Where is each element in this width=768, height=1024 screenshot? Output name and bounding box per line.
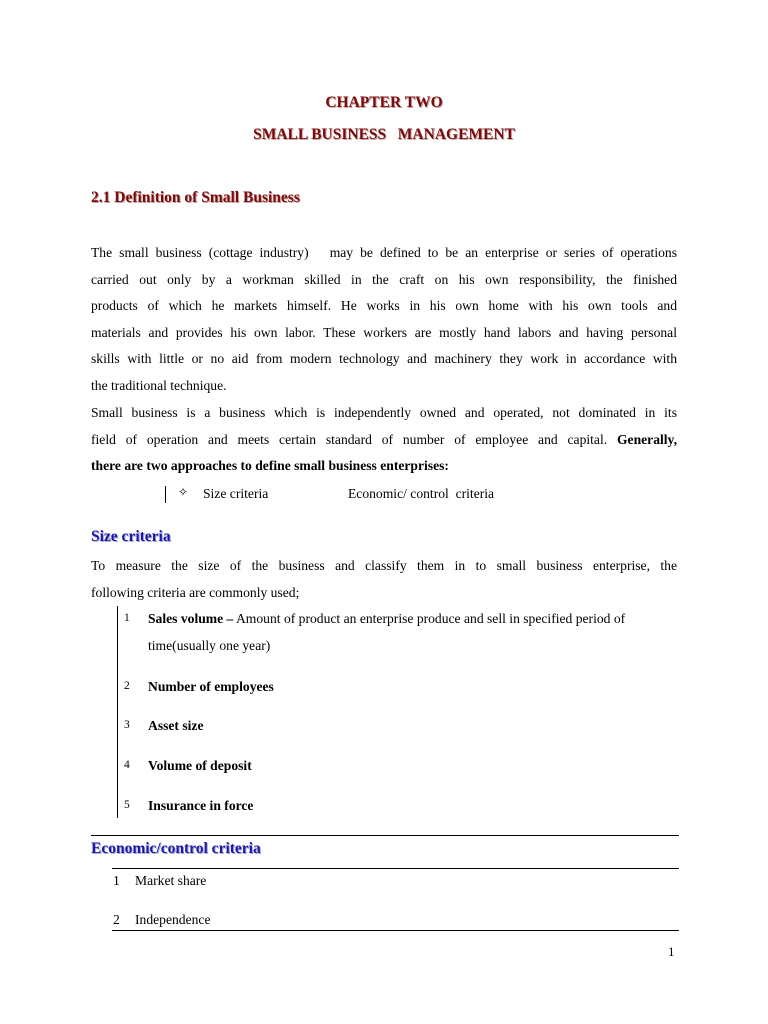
list-item-number: 2	[124, 680, 130, 692]
size-criteria-heading: Size criteria	[91, 528, 171, 545]
list-item-number: 2	[113, 912, 120, 927]
table-rule	[112, 930, 679, 931]
list-item-term: Insurance in force	[148, 798, 254, 813]
size-criteria-intro	[91, 553, 677, 606]
list-item-term: Volume of deposit	[148, 758, 252, 773]
paragraph-line: The small business (cottage industry) may be defined to be an enterprise or series of operations	[91, 245, 677, 260]
list-item-text	[148, 606, 679, 659]
paragraph-line: the traditional technique.	[91, 377, 227, 393]
bullet-star-icon: ✧	[178, 485, 189, 499]
list-item-number: 3	[124, 719, 130, 731]
paragraph-line	[91, 427, 677, 454]
list-bar	[165, 486, 166, 503]
list-item-term: Number of employees	[148, 679, 274, 694]
economic-criteria-heading: Economic/control criteria	[91, 840, 261, 857]
paragraph-text: field of operation and meets certain standard of number of employee and capital.	[91, 431, 608, 447]
list-item-label: Market share	[135, 873, 207, 888]
paragraph-line: products of which he markets himself. He works in his own home with his own tools and	[91, 298, 677, 314]
list-item-number: 5	[124, 799, 130, 811]
list-item-description: Amount of product an enterprise produce and sell in specified period of	[233, 611, 626, 626]
paragraph-line: materials and provides his own labor. These workers are mostly hand labors and having personal	[91, 324, 677, 340]
table-rule	[112, 868, 679, 869]
chapter-label: CHAPTER TWO	[325, 94, 443, 111]
paragraph-line: Small business is a business which is independently owned and operated, not dominated in its	[91, 405, 677, 420]
list-item-number: 1	[113, 873, 120, 888]
size-criteria-list	[117, 606, 684, 818]
paragraph-line: To measure the size of the business and classify them in to small business enterprise, the	[91, 558, 677, 573]
list-item	[113, 912, 210, 928]
approach-paragraph	[91, 400, 677, 480]
page-number: 1	[668, 944, 675, 959]
paragraph-bold-text: Generally,	[616, 431, 677, 447]
list-item-term: Sales volume –	[148, 611, 234, 626]
paragraph-bold-line: there are two approaches to define small business enterprises:	[91, 458, 449, 474]
list-item-number: 1	[124, 612, 130, 624]
chapter-title: SMALL BUSINESS MANAGEMENT	[253, 126, 515, 143]
paragraph-line: skills with little or no aid from modern technology and machinery they work in accordance with	[91, 351, 677, 367]
paragraph-line: carried out only by a workman skilled in the craft on his own responsibility, the finished	[91, 271, 677, 287]
section-heading: 2.1 Definition of Small Business	[91, 189, 300, 206]
approach-item: Size criteria	[203, 486, 269, 501]
paragraph-line: following criteria are commonly used;	[91, 584, 300, 600]
list-item-number: 4	[124, 759, 130, 771]
list-item-description: time(usually one year)	[148, 637, 271, 653]
list-item	[113, 873, 206, 889]
table-rule	[91, 835, 679, 836]
definition-paragraph	[91, 240, 677, 400]
list-item-term: Asset size	[148, 718, 204, 733]
list-item-label: Independence	[135, 912, 211, 927]
approach-item: Economic/ control criteria	[348, 486, 495, 501]
